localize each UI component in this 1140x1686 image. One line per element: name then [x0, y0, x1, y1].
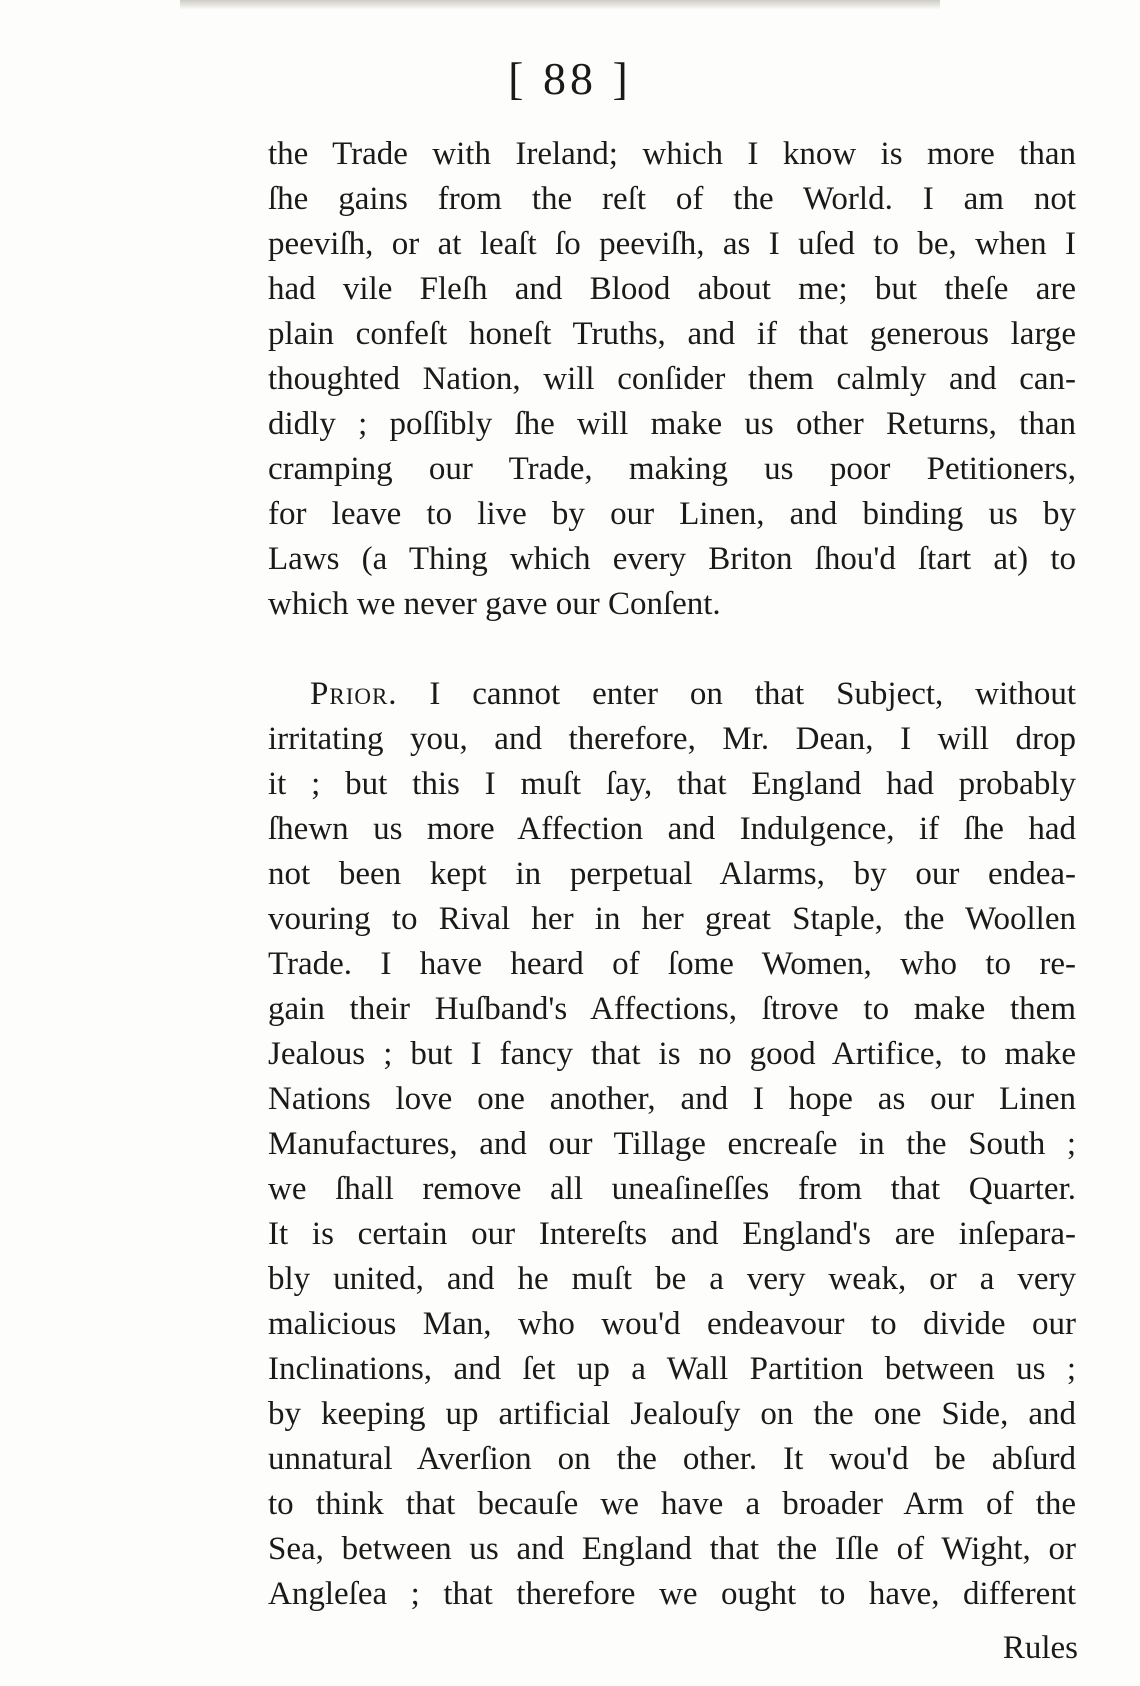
paragraph-2 [268, 672, 1076, 1617]
text-line: which we never gave our Conſent. [268, 586, 721, 622]
text-line: gain their Huſband's Affections, ſtrove to make them [268, 991, 1076, 1027]
text-line: to think that becauſe we have a broader Arm of the [268, 1486, 1076, 1522]
text-line: Nations love one another, and I hope as our Linen [268, 1081, 1076, 1117]
text-line: it ; but this I muſt ſay, that England had probably [268, 766, 1076, 802]
text-line: Trade. I have heard of ſome Women, who to re- [268, 946, 1076, 982]
text-line: had vile Fleſh and Blood about me; but theſe are [268, 271, 1076, 307]
text-line: ſhewn us more Affection and Indulgence, if ſhe had [268, 811, 1076, 847]
text-line-rest: I cannot enter on that Subject, without [429, 676, 1076, 712]
text-line: we ſhall remove all uneaſineſſes from that Quarter. [268, 1171, 1076, 1207]
text-line: not been kept in perpetual Alarms, by our endea- [268, 856, 1076, 892]
speaker-name: Prior. [310, 676, 398, 712]
text-line: Jealous ; but I fancy that is no good Artifice, to make [268, 1036, 1076, 1072]
text-line: thoughted Nation, will conſider them calmly and can- [268, 361, 1076, 397]
text-line: Angleſea ; that therefore we ought to have, different [268, 1576, 1076, 1612]
text-line: Sea, between us and England that the Iſle of Wight, or [268, 1531, 1076, 1567]
text-line: for leave to live by our Linen, and binding us by [268, 496, 1076, 532]
text-line-first [268, 672, 1076, 717]
text-line: unnatural Averſion on the other. It wou'd be abſurd [268, 1441, 1076, 1477]
page-number: [ 88 ] [508, 53, 632, 104]
text-line: the Trade with Ireland; which I know is more than [268, 136, 1076, 172]
text-line: malicious Man, who wou'd endeavour to divide our [268, 1306, 1076, 1342]
text-line: It is certain our Intereſts and England's are inſepara- [268, 1216, 1076, 1252]
text-line: peeviſh, or at leaſt ſo peeviſh, as I uſed to be, when I [268, 226, 1076, 262]
text-line: ſhe gains from the reſt of the World. I am not [268, 181, 1076, 217]
text-line: plain confeſt honeſt Truths, and if that generous large [268, 316, 1076, 352]
page-top-edge-shadow [180, 0, 940, 10]
text-line: by keeping up artificial Jealouſy on the one Side, and [268, 1396, 1076, 1432]
text-line: irritating you, and therefore, Mr. Dean, I will drop [268, 721, 1076, 757]
paragraph-1 [268, 132, 1076, 627]
catchword: Rules [1002, 1630, 1078, 1666]
text-line: Laws (a Thing which every Briton ſhou'd ſtart at) to [268, 541, 1076, 577]
text-line: cramping our Trade, making us poor Petitioners, [268, 451, 1076, 487]
text-line: Inclinations, and ſet up a Wall Partition between us ; [268, 1351, 1076, 1387]
text-line: vouring to Rival her in her great Staple, the Woollen [268, 901, 1076, 937]
text-line: bly united, and he muſt be a very weak, or a very [268, 1261, 1076, 1297]
text-line: Manufactures, and our Tillage encreaſe in the South ; [268, 1126, 1076, 1162]
text-line: didly ; poſſibly ſhe will make us other Returns, than [268, 406, 1076, 442]
